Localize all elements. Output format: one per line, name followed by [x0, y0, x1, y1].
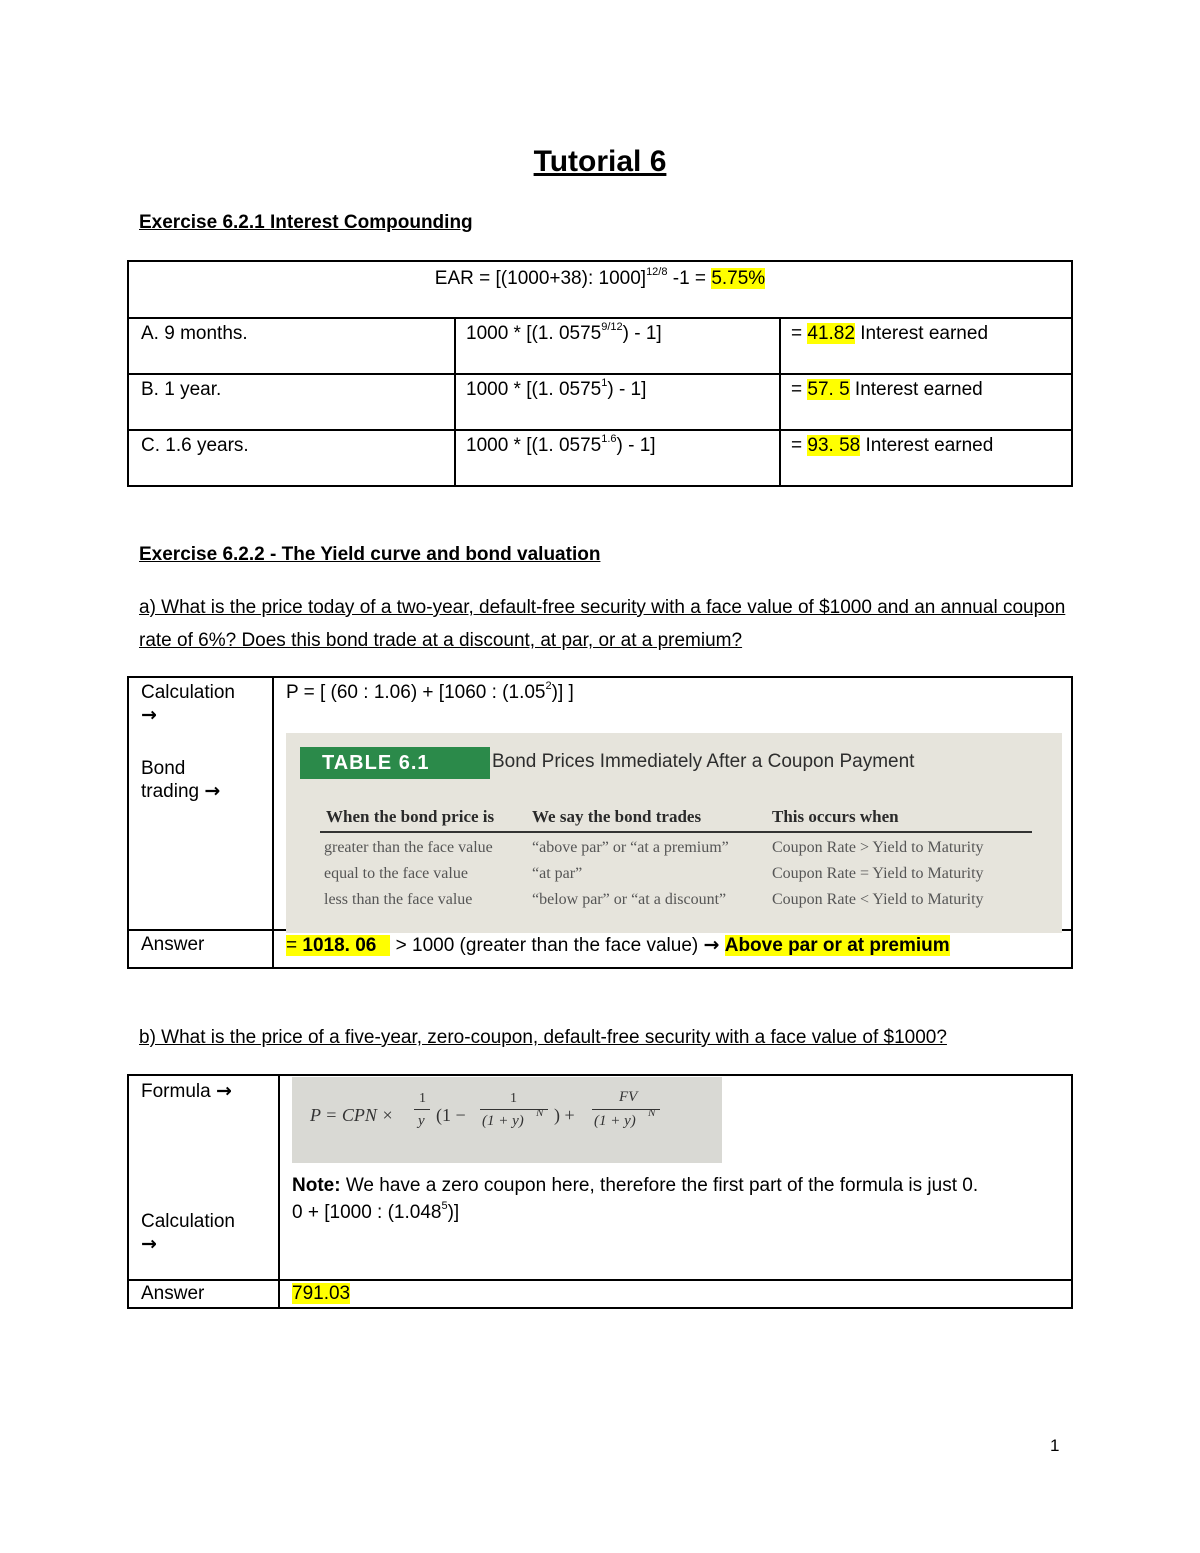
formula-exp: N	[536, 1107, 544, 1119]
interest-result: = 41.82 Interest earned	[780, 318, 1072, 374]
ear-minus: -1 =	[667, 268, 712, 289]
answer-label: Answer	[128, 930, 273, 968]
interest-formula: 1000 * [(1. $0575^{9/12}) - 1$]	[455, 318, 780, 374]
ear-formula: EAR = [(1000+38): 1000]	[434, 268, 647, 289]
formula-label: Formula →	[141, 1080, 232, 1102]
formula-fv: FV	[619, 1089, 638, 1105]
column-header: When the bond price is	[326, 807, 495, 826]
formula-num: 1	[510, 1091, 517, 1106]
bond-price-formula-image	[292, 1077, 722, 1163]
period-label: C. 1.6 years.	[128, 430, 455, 486]
exercise-2-heading: Exercise 6.2.2 - The Yield curve and bond valuation	[139, 544, 601, 565]
answer-cell: = 1018. 06 > 1000 (greater than the face value) → Above par or at premium	[273, 930, 1072, 968]
bond-label: Bond	[141, 758, 186, 779]
question-a: a) What is the price today of a two-year, default-free security with a face value of $1000 and an annual coupon rate of 6%? Does this bond trade at a discount, at par, or at a premium?	[139, 597, 1066, 651]
interest-value: 57. 5	[807, 379, 850, 400]
ear-exponent: 12/8	[646, 266, 668, 278]
formula-close: ) +	[554, 1105, 575, 1125]
exercise-1-heading: Exercise 6.2.1 Interest Compounding	[139, 212, 473, 233]
interest-value: 41.82	[807, 323, 855, 344]
calculation-label: Calculation	[141, 682, 235, 703]
interest-table	[127, 260, 1073, 487]
table-cell: “above par” or “at a premium”	[532, 839, 729, 856]
arrow-icon: →	[141, 1233, 157, 1255]
table-cell: Coupon Rate > Yield to Maturity	[772, 839, 984, 856]
answer-cell	[279, 1280, 1072, 1308]
interest-result: = 57. 5 Interest earned	[780, 374, 1072, 430]
formula-y: y	[418, 1113, 425, 1129]
formula-den: (1 + y)	[594, 1113, 636, 1129]
period-label: B. 1 year.	[128, 374, 455, 430]
answer-value: 791.03	[292, 1283, 351, 1304]
arrow-icon: →	[141, 704, 157, 726]
answer-value: 1018. 06	[302, 935, 390, 956]
interest-result: = 93. 58 Interest earned	[780, 430, 1072, 486]
labels-cell	[128, 677, 273, 930]
table-cell: “at par”	[532, 865, 583, 882]
arrow-icon: →	[204, 780, 221, 802]
ear-result: 5.75%	[711, 268, 766, 289]
labels-cell	[128, 1075, 279, 1280]
calculation-b: 0 + [1000 : (1.048$^5$)]	[292, 1200, 460, 1223]
note-text: Note: We have a zero coupon here, therefore the first part of the formula is just 0.	[292, 1175, 979, 1196]
table-tag: TABLE 6.1	[300, 747, 490, 779]
table-cell: equal to the face value	[324, 865, 468, 882]
calculation-cell: P = [ (60 : 1.06) + [1060 : (1.05$^2$)] ]	[273, 677, 1072, 930]
formula-paren: (1 −	[436, 1105, 466, 1125]
interest-value: 93. 58	[807, 435, 861, 456]
formula-num: 1	[419, 1091, 426, 1106]
calculation-formula: P = [ (60 : 1.06) + [1060 : (1.05	[286, 682, 546, 703]
answer-conclusion: Above par or at premium	[724, 935, 950, 956]
interest-formula: 1000 * [(1. 0575$^1$) - 1]	[455, 374, 780, 430]
table-cell: less than the face value	[324, 891, 473, 908]
fraction-bar	[414, 1109, 430, 1110]
table-cell: “below par” or “at a discount”	[532, 891, 727, 908]
table-row	[128, 374, 1072, 430]
table-caption: Bond Prices Immediately After a Coupon Payment	[492, 751, 915, 772]
trading-label: trading →	[141, 780, 221, 802]
table-cell: Coupon Rate < Yield to Maturity	[772, 891, 984, 908]
formula-lhs: P = CPN ×	[310, 1105, 394, 1125]
formula-exp: N	[648, 1107, 656, 1119]
table-row	[128, 318, 1072, 374]
page-title: Tutorial 6	[533, 145, 667, 178]
table-6-1-image	[286, 733, 1062, 933]
column-header: This occurs when	[772, 807, 899, 826]
table-cell: Coupon Rate = Yield to Maturity	[772, 865, 984, 882]
arrow-icon: →	[703, 934, 720, 956]
formula-den: (1 + y)	[482, 1113, 524, 1129]
table-cell: greater than the face value	[324, 839, 493, 856]
question-b: b) What is the price of a five-year, zero-coupon, default-free security with a face value of $1000?	[139, 1027, 947, 1048]
column-header: We say the bond trades	[532, 807, 702, 826]
interest-formula: 1000 * [(1. $0575^{1.6}) - 1$]	[455, 430, 780, 486]
arrow-icon: →	[215, 1080, 232, 1102]
header-rule	[320, 831, 1032, 833]
table-row	[128, 430, 1072, 486]
ear-cell	[128, 261, 1072, 318]
answer-label: Answer	[128, 1280, 279, 1308]
calculation-label-b: Calculation	[141, 1211, 235, 1232]
period-label: A. 9 months.	[128, 318, 455, 374]
page-number: 1	[1050, 1436, 1060, 1455]
